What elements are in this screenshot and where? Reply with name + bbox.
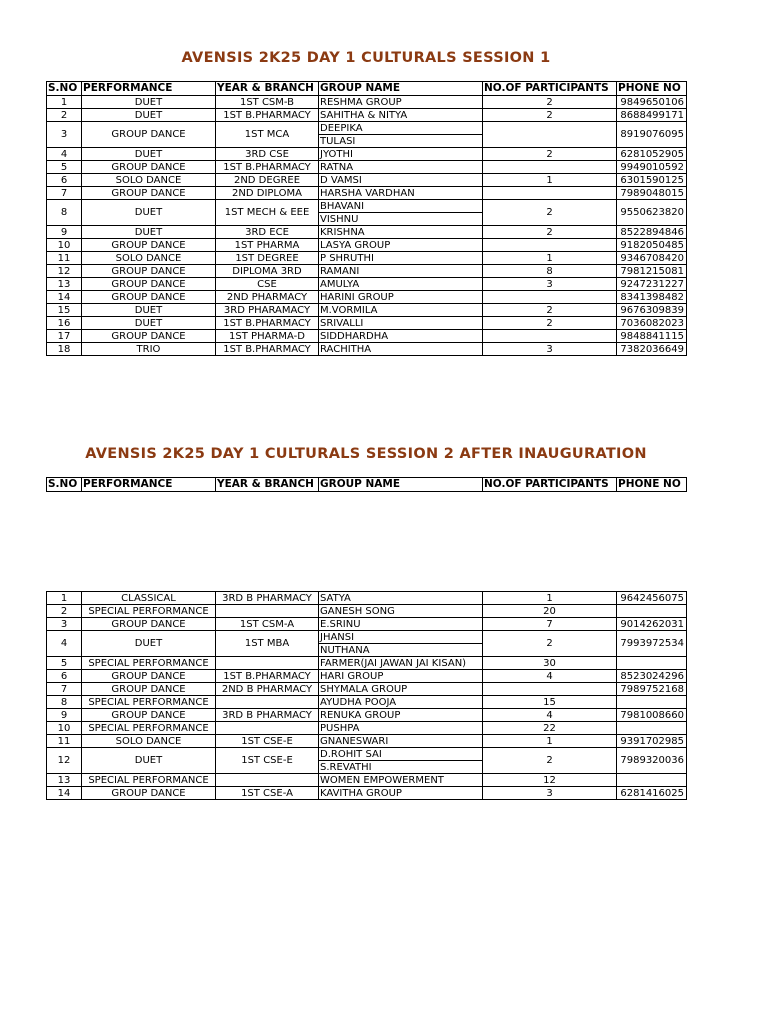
- year-branch-cell: [216, 722, 319, 735]
- performance-cell: GROUP DANCE: [82, 683, 216, 696]
- group-name-cell: JYOTHI: [319, 148, 483, 161]
- group-name-cell: LASYA GROUP: [319, 239, 483, 252]
- year-branch-cell: 1ST MBA: [216, 631, 319, 657]
- year-branch-cell: DIPLOMA 3RD: [216, 265, 319, 278]
- col-header-performance: PERFORMANCE: [82, 82, 216, 96]
- phone-cell: 7989048015: [617, 187, 687, 200]
- sno-cell: 7: [47, 187, 82, 200]
- sno-cell: 7: [47, 683, 82, 696]
- phone-cell: 9391702985: [617, 735, 687, 748]
- year-branch-cell: 1ST MCA: [216, 122, 319, 148]
- performance-cell: SOLO DANCE: [82, 174, 216, 187]
- year-branch-cell: 1ST MECH & EEE: [216, 200, 319, 226]
- group-name-cell: DEEPIKA: [319, 122, 483, 135]
- col-header-year-branch: YEAR & BRANCH: [216, 82, 319, 96]
- col-header-group-name: GROUP NAME: [319, 478, 483, 492]
- col-header-participants: NO.OF PARTICIPANTS: [483, 82, 617, 96]
- table-row: [47, 670, 687, 683]
- participants-cell: [483, 187, 617, 200]
- year-branch-cell: 1ST B.PHARMACY: [216, 109, 319, 122]
- year-branch-cell: 3RD ECE: [216, 226, 319, 239]
- year-branch-cell: 1ST B.PHARMACY: [216, 161, 319, 174]
- col-header-sno: S.NO: [47, 478, 82, 492]
- table-row: [47, 330, 687, 343]
- group-name-cell: GNANESWARI: [319, 735, 483, 748]
- participants-cell: 4: [483, 709, 617, 722]
- sno-cell: 8: [47, 200, 82, 226]
- table-row: [47, 735, 687, 748]
- participants-cell: 1: [483, 735, 617, 748]
- sno-cell: 3: [47, 122, 82, 148]
- participants-cell: 1: [483, 174, 617, 187]
- participants-cell: 2: [483, 304, 617, 317]
- participants-cell: 20: [483, 605, 617, 618]
- performance-cell: GROUP DANCE: [82, 291, 216, 304]
- sno-cell: 15: [47, 304, 82, 317]
- table-row: [47, 200, 687, 213]
- table-row: [47, 696, 687, 709]
- sno-cell: 14: [47, 787, 82, 800]
- performance-cell: GROUP DANCE: [82, 239, 216, 252]
- year-branch-cell: CSE: [216, 278, 319, 291]
- group-name-cell: RENUKA GROUP: [319, 709, 483, 722]
- table-row: [47, 683, 687, 696]
- year-branch-cell: 1ST B.PHARMACY: [216, 343, 319, 356]
- year-branch-cell: [216, 774, 319, 787]
- table-row: [47, 657, 687, 670]
- performance-cell: SOLO DANCE: [82, 252, 216, 265]
- phone-cell: 9014262031: [617, 618, 687, 631]
- phone-cell: 7036082023: [617, 317, 687, 330]
- group-name-cell: SATYA: [319, 592, 483, 605]
- group-name-cell: FARMER(JAI JAWAN JAI KISAN): [319, 657, 483, 670]
- sno-cell: 14: [47, 291, 82, 304]
- table-row: [47, 161, 687, 174]
- group-name-cell: SAHITHA & NITYA: [319, 109, 483, 122]
- participants-cell: 3: [483, 278, 617, 291]
- session2-header-table: [46, 477, 687, 492]
- group-name-cell: BHAVANI: [319, 200, 483, 213]
- performance-cell: DUET: [82, 96, 216, 109]
- phone-cell: 8523024296: [617, 670, 687, 683]
- performance-cell: DUET: [82, 631, 216, 657]
- group-name-cell: SIDDHARDHA: [319, 330, 483, 343]
- sno-cell: 11: [47, 252, 82, 265]
- col-header-year-branch: YEAR & BRANCH: [216, 478, 319, 492]
- table-row: [47, 187, 687, 200]
- phone-cell: 6281052905: [617, 148, 687, 161]
- year-branch-cell: 1ST CSE-E: [216, 735, 319, 748]
- group-name-cell: HARINI GROUP: [319, 291, 483, 304]
- group-name-cell: AMULYA: [319, 278, 483, 291]
- sno-cell: 10: [47, 722, 82, 735]
- phone-cell: 7981008660: [617, 709, 687, 722]
- phone-cell: 9676309839: [617, 304, 687, 317]
- group-name-cell: E.SRINU: [319, 618, 483, 631]
- phone-cell: 9346708420: [617, 252, 687, 265]
- table-row: [47, 748, 687, 761]
- year-branch-cell: 1ST B.PHARMACY: [216, 317, 319, 330]
- performance-cell: GROUP DANCE: [82, 187, 216, 200]
- participants-cell: 2: [483, 109, 617, 122]
- participants-cell: 4: [483, 670, 617, 683]
- group-name-cell: PUSHPA: [319, 722, 483, 735]
- sno-cell: 5: [47, 657, 82, 670]
- year-branch-cell: 2ND DEGREE: [216, 174, 319, 187]
- sno-cell: 9: [47, 709, 82, 722]
- sno-cell: 4: [47, 148, 82, 161]
- group-name-cell: KRISHNA: [319, 226, 483, 239]
- table-row: [47, 605, 687, 618]
- participants-cell: [483, 291, 617, 304]
- table-row: [47, 109, 687, 122]
- phone-cell: 7989320036: [617, 748, 687, 774]
- performance-cell: DUET: [82, 109, 216, 122]
- sno-cell: 13: [47, 774, 82, 787]
- performance-cell: GROUP DANCE: [82, 122, 216, 148]
- phone-cell: 6301590125: [617, 174, 687, 187]
- phone-cell: 8688499171: [617, 109, 687, 122]
- phone-cell: 9848841115: [617, 330, 687, 343]
- table-row: [47, 317, 687, 330]
- participants-cell: 3: [483, 343, 617, 356]
- performance-cell: GROUP DANCE: [82, 330, 216, 343]
- phone-cell: 7382036649: [617, 343, 687, 356]
- year-branch-cell: 3RD PHARAMACY: [216, 304, 319, 317]
- table-row: [47, 226, 687, 239]
- group-name-cell: M.VORMILA: [319, 304, 483, 317]
- table-row: [47, 774, 687, 787]
- participants-cell: 3: [483, 787, 617, 800]
- table-row: [47, 592, 687, 605]
- col-header-phone: PHONE NO: [617, 478, 687, 492]
- year-branch-cell: 1ST DEGREE: [216, 252, 319, 265]
- year-branch-cell: 2ND PHARMACY: [216, 291, 319, 304]
- sno-cell: 17: [47, 330, 82, 343]
- participants-cell: [483, 330, 617, 343]
- session2-table: [46, 591, 687, 800]
- table-row: [47, 291, 687, 304]
- group-name-cell: RATNA: [319, 161, 483, 174]
- participants-cell: 30: [483, 657, 617, 670]
- phone-cell: [617, 774, 687, 787]
- phone-cell: 9182050485: [617, 239, 687, 252]
- table-header-row: [47, 478, 687, 492]
- phone-cell: 7993972534: [617, 631, 687, 657]
- phone-cell: 9247231227: [617, 278, 687, 291]
- performance-cell: SPECIAL PERFORMANCE: [82, 722, 216, 735]
- participants-cell: 2: [483, 631, 617, 657]
- col-header-group-name: GROUP NAME: [319, 82, 483, 96]
- group-name-cell: WOMEN EMPOWERMENT: [319, 774, 483, 787]
- phone-cell: 9949010592: [617, 161, 687, 174]
- session1-title: AVENSIS 2K25 DAY 1 CULTURALS SESSION 1: [181, 50, 551, 66]
- sno-cell: 10: [47, 239, 82, 252]
- group-name-cell: RESHMA GROUP: [319, 96, 483, 109]
- col-header-participants: NO.OF PARTICIPANTS: [483, 478, 617, 492]
- phone-cell: 9642456075: [617, 592, 687, 605]
- performance-cell: DUET: [82, 200, 216, 226]
- participants-cell: 22: [483, 722, 617, 735]
- participants-cell: 2: [483, 96, 617, 109]
- participants-cell: 7: [483, 618, 617, 631]
- group-name-cell: D.ROHIT SAI: [319, 748, 483, 761]
- sno-cell: 1: [47, 96, 82, 109]
- year-branch-cell: [216, 657, 319, 670]
- year-branch-cell: 1ST B.PHARMACY: [216, 670, 319, 683]
- sno-cell: 5: [47, 161, 82, 174]
- sno-cell: 1: [47, 592, 82, 605]
- performance-cell: DUET: [82, 148, 216, 161]
- sno-cell: 12: [47, 748, 82, 774]
- year-branch-cell: 1ST PHARMA: [216, 239, 319, 252]
- session2-title: AVENSIS 2K25 DAY 1 CULTURALS SESSION 2 AFTER INAUGURATION: [85, 446, 647, 462]
- sno-cell: 3: [47, 618, 82, 631]
- phone-cell: 8341398482: [617, 291, 687, 304]
- year-branch-cell: 2ND B PHARMACY: [216, 683, 319, 696]
- sno-cell: 13: [47, 278, 82, 291]
- phone-cell: [617, 722, 687, 735]
- participants-cell: [483, 683, 617, 696]
- col-header-performance: PERFORMANCE: [82, 478, 216, 492]
- col-header-sno: S.NO: [47, 82, 82, 96]
- phone-cell: [617, 696, 687, 709]
- participants-cell: 2: [483, 317, 617, 330]
- table-row: [47, 278, 687, 291]
- table-row: [47, 122, 687, 135]
- group-name-cell: GANESH SONG: [319, 605, 483, 618]
- table-row: [47, 96, 687, 109]
- table-row: [47, 265, 687, 278]
- group-name-cell: TULASI: [319, 135, 483, 148]
- table-row: [47, 631, 687, 644]
- participants-cell: 12: [483, 774, 617, 787]
- year-branch-cell: 3RD CSE: [216, 148, 319, 161]
- group-name-cell: NUTHANA: [319, 644, 483, 657]
- table-row: [47, 722, 687, 735]
- phone-cell: 9550623820: [617, 200, 687, 226]
- phone-cell: 6281416025: [617, 787, 687, 800]
- year-branch-cell: 1ST PHARMA-D: [216, 330, 319, 343]
- table-row: [47, 787, 687, 800]
- performance-cell: SPECIAL PERFORMANCE: [82, 657, 216, 670]
- performance-cell: SPECIAL PERFORMANCE: [82, 696, 216, 709]
- group-name-cell: D VAMSI: [319, 174, 483, 187]
- performance-cell: DUET: [82, 317, 216, 330]
- performance-cell: CLASSICAL: [82, 592, 216, 605]
- performance-cell: DUET: [82, 226, 216, 239]
- table-row: [47, 148, 687, 161]
- phone-cell: 7981215081: [617, 265, 687, 278]
- participants-cell: 15: [483, 696, 617, 709]
- performance-cell: SPECIAL PERFORMANCE: [82, 605, 216, 618]
- sno-cell: 12: [47, 265, 82, 278]
- participants-cell: [483, 161, 617, 174]
- table-row: [47, 709, 687, 722]
- group-name-cell: VISHNU: [319, 213, 483, 226]
- year-branch-cell: 1ST CSE-E: [216, 748, 319, 774]
- group-name-cell: S.REVATHI: [319, 761, 483, 774]
- table-row: [47, 304, 687, 317]
- table-row: [47, 343, 687, 356]
- year-branch-cell: 3RD B PHARMACY: [216, 709, 319, 722]
- performance-cell: DUET: [82, 748, 216, 774]
- sno-cell: 18: [47, 343, 82, 356]
- phone-cell: 9849650106: [617, 96, 687, 109]
- participants-cell: [483, 239, 617, 252]
- year-branch-cell: 1ST CSM-B: [216, 96, 319, 109]
- sno-cell: 6: [47, 174, 82, 187]
- sno-cell: 8: [47, 696, 82, 709]
- group-name-cell: HARI GROUP: [319, 670, 483, 683]
- phone-cell: 8919076095: [617, 122, 687, 148]
- year-branch-cell: 3RD B PHARMACY: [216, 592, 319, 605]
- year-branch-cell: 2ND DIPLOMA: [216, 187, 319, 200]
- participants-cell: 2: [483, 148, 617, 161]
- performance-cell: GROUP DANCE: [82, 265, 216, 278]
- group-name-cell: AYUDHA POOJA: [319, 696, 483, 709]
- sno-cell: 2: [47, 605, 82, 618]
- performance-cell: SOLO DANCE: [82, 735, 216, 748]
- performance-cell: GROUP DANCE: [82, 787, 216, 800]
- performance-cell: GROUP DANCE: [82, 618, 216, 631]
- sno-cell: 9: [47, 226, 82, 239]
- phone-cell: [617, 657, 687, 670]
- performance-cell: GROUP DANCE: [82, 161, 216, 174]
- participants-cell: 1: [483, 592, 617, 605]
- table-row: [47, 239, 687, 252]
- group-name-cell: P SHRUTHI: [319, 252, 483, 265]
- year-branch-cell: [216, 696, 319, 709]
- table-row: [47, 618, 687, 631]
- sno-cell: 4: [47, 631, 82, 657]
- phone-cell: [617, 605, 687, 618]
- year-branch-cell: [216, 605, 319, 618]
- performance-cell: GROUP DANCE: [82, 709, 216, 722]
- performance-cell: GROUP DANCE: [82, 670, 216, 683]
- table-header-row: [47, 82, 687, 96]
- participants-cell: 2: [483, 748, 617, 774]
- performance-cell: GROUP DANCE: [82, 278, 216, 291]
- participants-cell: [483, 122, 617, 148]
- group-name-cell: HARSHA VARDHAN: [319, 187, 483, 200]
- sno-cell: 2: [47, 109, 82, 122]
- year-branch-cell: 1ST CSE-A: [216, 787, 319, 800]
- col-header-phone: PHONE NO: [617, 82, 687, 96]
- participants-cell: 1: [483, 252, 617, 265]
- participants-cell: 2: [483, 200, 617, 226]
- year-branch-cell: 1ST CSM-A: [216, 618, 319, 631]
- performance-cell: DUET: [82, 304, 216, 317]
- group-name-cell: RACHITHA: [319, 343, 483, 356]
- session1-table: [46, 81, 687, 356]
- phone-cell: 7989752168: [617, 683, 687, 696]
- group-name-cell: KAVITHA GROUP: [319, 787, 483, 800]
- group-name-cell: SHYMALA GROUP: [319, 683, 483, 696]
- sno-cell: 16: [47, 317, 82, 330]
- group-name-cell: SRIVALLI: [319, 317, 483, 330]
- table-row: [47, 252, 687, 265]
- sno-cell: 6: [47, 670, 82, 683]
- group-name-cell: RAMANI: [319, 265, 483, 278]
- table-row: [47, 174, 687, 187]
- performance-cell: SPECIAL PERFORMANCE: [82, 774, 216, 787]
- phone-cell: 8522894846: [617, 226, 687, 239]
- sno-cell: 11: [47, 735, 82, 748]
- participants-cell: 8: [483, 265, 617, 278]
- participants-cell: 2: [483, 226, 617, 239]
- group-name-cell: JHANSI: [319, 631, 483, 644]
- performance-cell: TRIO: [82, 343, 216, 356]
